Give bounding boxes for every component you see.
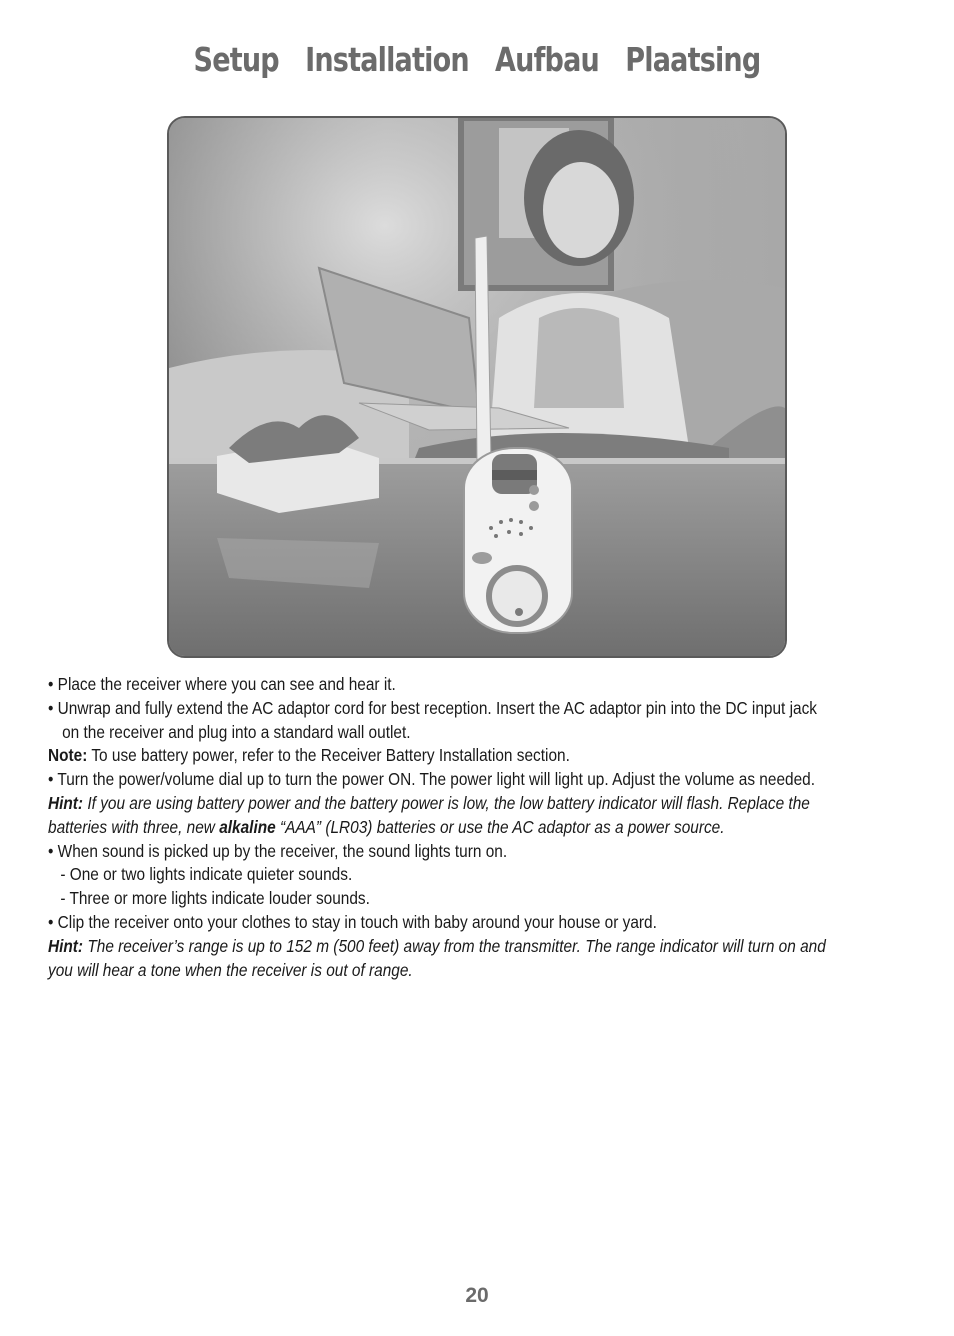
bullet-sound-lights: • When sound is picked up by the receiver, the sound lights turn on. [48,840,508,861]
hint-battery-post: “AAA” (LR03) batteries or use the AC adaptor as a power source. [275,816,725,837]
hint-range-cont: you will hear a tone when the receiver is out of range. [48,959,413,980]
title-plaatsing: Plaatsing [625,40,761,79]
instructions [48,673,928,982]
bullet-power: • Turn the power/volume dial up to turn the power ON. The power light will light up. Adjust the volume as needed. [48,769,815,790]
sound-sub-quiet: - One or two lights indicate quieter sounds. [60,864,353,885]
hint-label: Hint: [48,792,84,813]
note [48,744,928,768]
hint-battery-cont [48,816,928,840]
hint-range [48,935,928,959]
bullet-placement: • Place the receiver where you can see and hear it. [48,674,396,694]
note-label: Note: [48,745,88,766]
sound-sub-loud: - Three or more lights indicate louder sounds. [60,888,370,909]
title-aufbau: Aufbau [495,40,599,79]
alkaline-bold: alkaline [219,816,276,837]
title-setup: Setup [193,40,279,79]
bullet-adaptor-cont: on the receiver and plug into a standard wall outlet. [62,721,411,742]
bullet-clip: • Clip the receiver onto your clothes to stay in touch with baby around your house or yard. [48,911,657,932]
note-text: To use battery power, refer to the Receiver Battery Installation section. [87,745,570,766]
title-installation: Installation [305,40,469,79]
page-title [86,40,868,79]
page-number: 20 [465,1284,489,1307]
product-photo [167,116,787,658]
hint-range-text: The receiver’s range is up to 152 m (500 feet) away from the transmitter. The range indicator will turn on and [83,935,826,956]
hint-battery [48,792,928,816]
hint-range-label: Hint: [48,935,84,956]
hint-battery-pre: batteries with three, new [48,816,220,837]
hint-battery-text: If you are using battery power and the battery power is low, the low battery indicator will flash. Replace the [83,792,810,813]
bullet-adaptor: • Unwrap and fully extend the AC adaptor cord for best reception. Insert the AC adaptor pin into the DC input jack [48,697,817,718]
